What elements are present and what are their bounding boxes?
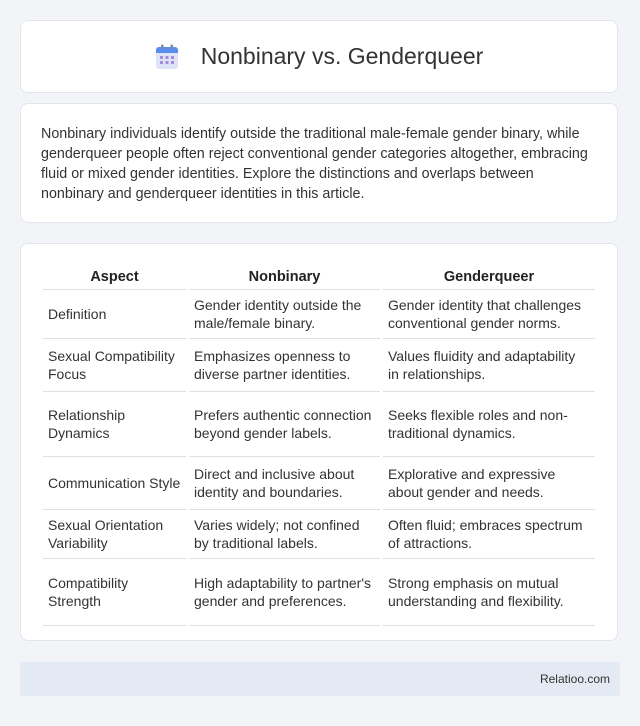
table-header-row	[43, 264, 595, 290]
comparison-card	[20, 243, 618, 641]
genderqueer-cell: Often fluid; embraces spectrum of attractions.	[383, 510, 595, 559]
calendar-icon	[155, 44, 179, 70]
aspect-cell: Relationship Dynamics	[43, 392, 186, 457]
table-row	[43, 457, 595, 510]
genderqueer-cell: Seeks flexible roles and non-traditional dynamics.	[383, 392, 595, 457]
table-row	[43, 559, 595, 626]
header-nonbinary: Nonbinary	[189, 264, 380, 290]
nonbinary-cell: Gender identity outside the male/female binary.	[189, 290, 380, 339]
aspect-cell: Definition	[43, 290, 186, 339]
genderqueer-cell: Explorative and expressive about gender and needs.	[383, 457, 595, 510]
nonbinary-cell: Direct and inclusive about identity and boundaries.	[189, 457, 380, 510]
table-row	[43, 392, 595, 457]
title-card	[20, 20, 618, 93]
page-title: Nonbinary vs. Genderqueer	[200, 43, 484, 69]
aspect-cell: Sexual Orientation Variability	[43, 510, 186, 559]
genderqueer-cell: Gender identity that challenges conventional gender norms.	[383, 290, 595, 339]
nonbinary-cell: Varies widely; not confined by traditional labels.	[189, 510, 380, 559]
table-row	[43, 510, 595, 559]
aspect-cell: Communication Style	[43, 457, 186, 510]
aspect-cell: Compatibility Strength	[43, 559, 186, 626]
nonbinary-cell: Prefers authentic connection beyond gender labels.	[189, 392, 380, 457]
genderqueer-cell: Strong emphasis on mutual understanding and flexibility.	[383, 559, 595, 626]
nonbinary-cell: Emphasizes openness to diverse partner identities.	[189, 339, 380, 392]
header-genderqueer: Genderqueer	[383, 264, 595, 290]
genderqueer-cell: Values fluidity and adaptability in relationships.	[383, 339, 595, 392]
footer-brand[interactable]: Relatioo.com	[539, 672, 610, 686]
header-aspect: Aspect	[43, 264, 186, 290]
nonbinary-cell: High adaptability to partner's gender and preferences.	[189, 559, 380, 626]
aspect-cell: Sexual Compatibility Focus	[43, 339, 186, 392]
intro-text: Nonbinary individuals identify outside the traditional male-female gender binary, while genderqueer people often reject conventional gender categories altogether, embracing fluid or mixed gender identities. Explore the distinctions and overlaps between nonbinary and genderqueer identities in this article.	[41, 126, 588, 202]
table-row	[43, 339, 595, 392]
table-row	[43, 290, 595, 339]
footer	[20, 662, 620, 696]
comparison-table	[40, 264, 598, 626]
intro-card	[20, 103, 618, 223]
